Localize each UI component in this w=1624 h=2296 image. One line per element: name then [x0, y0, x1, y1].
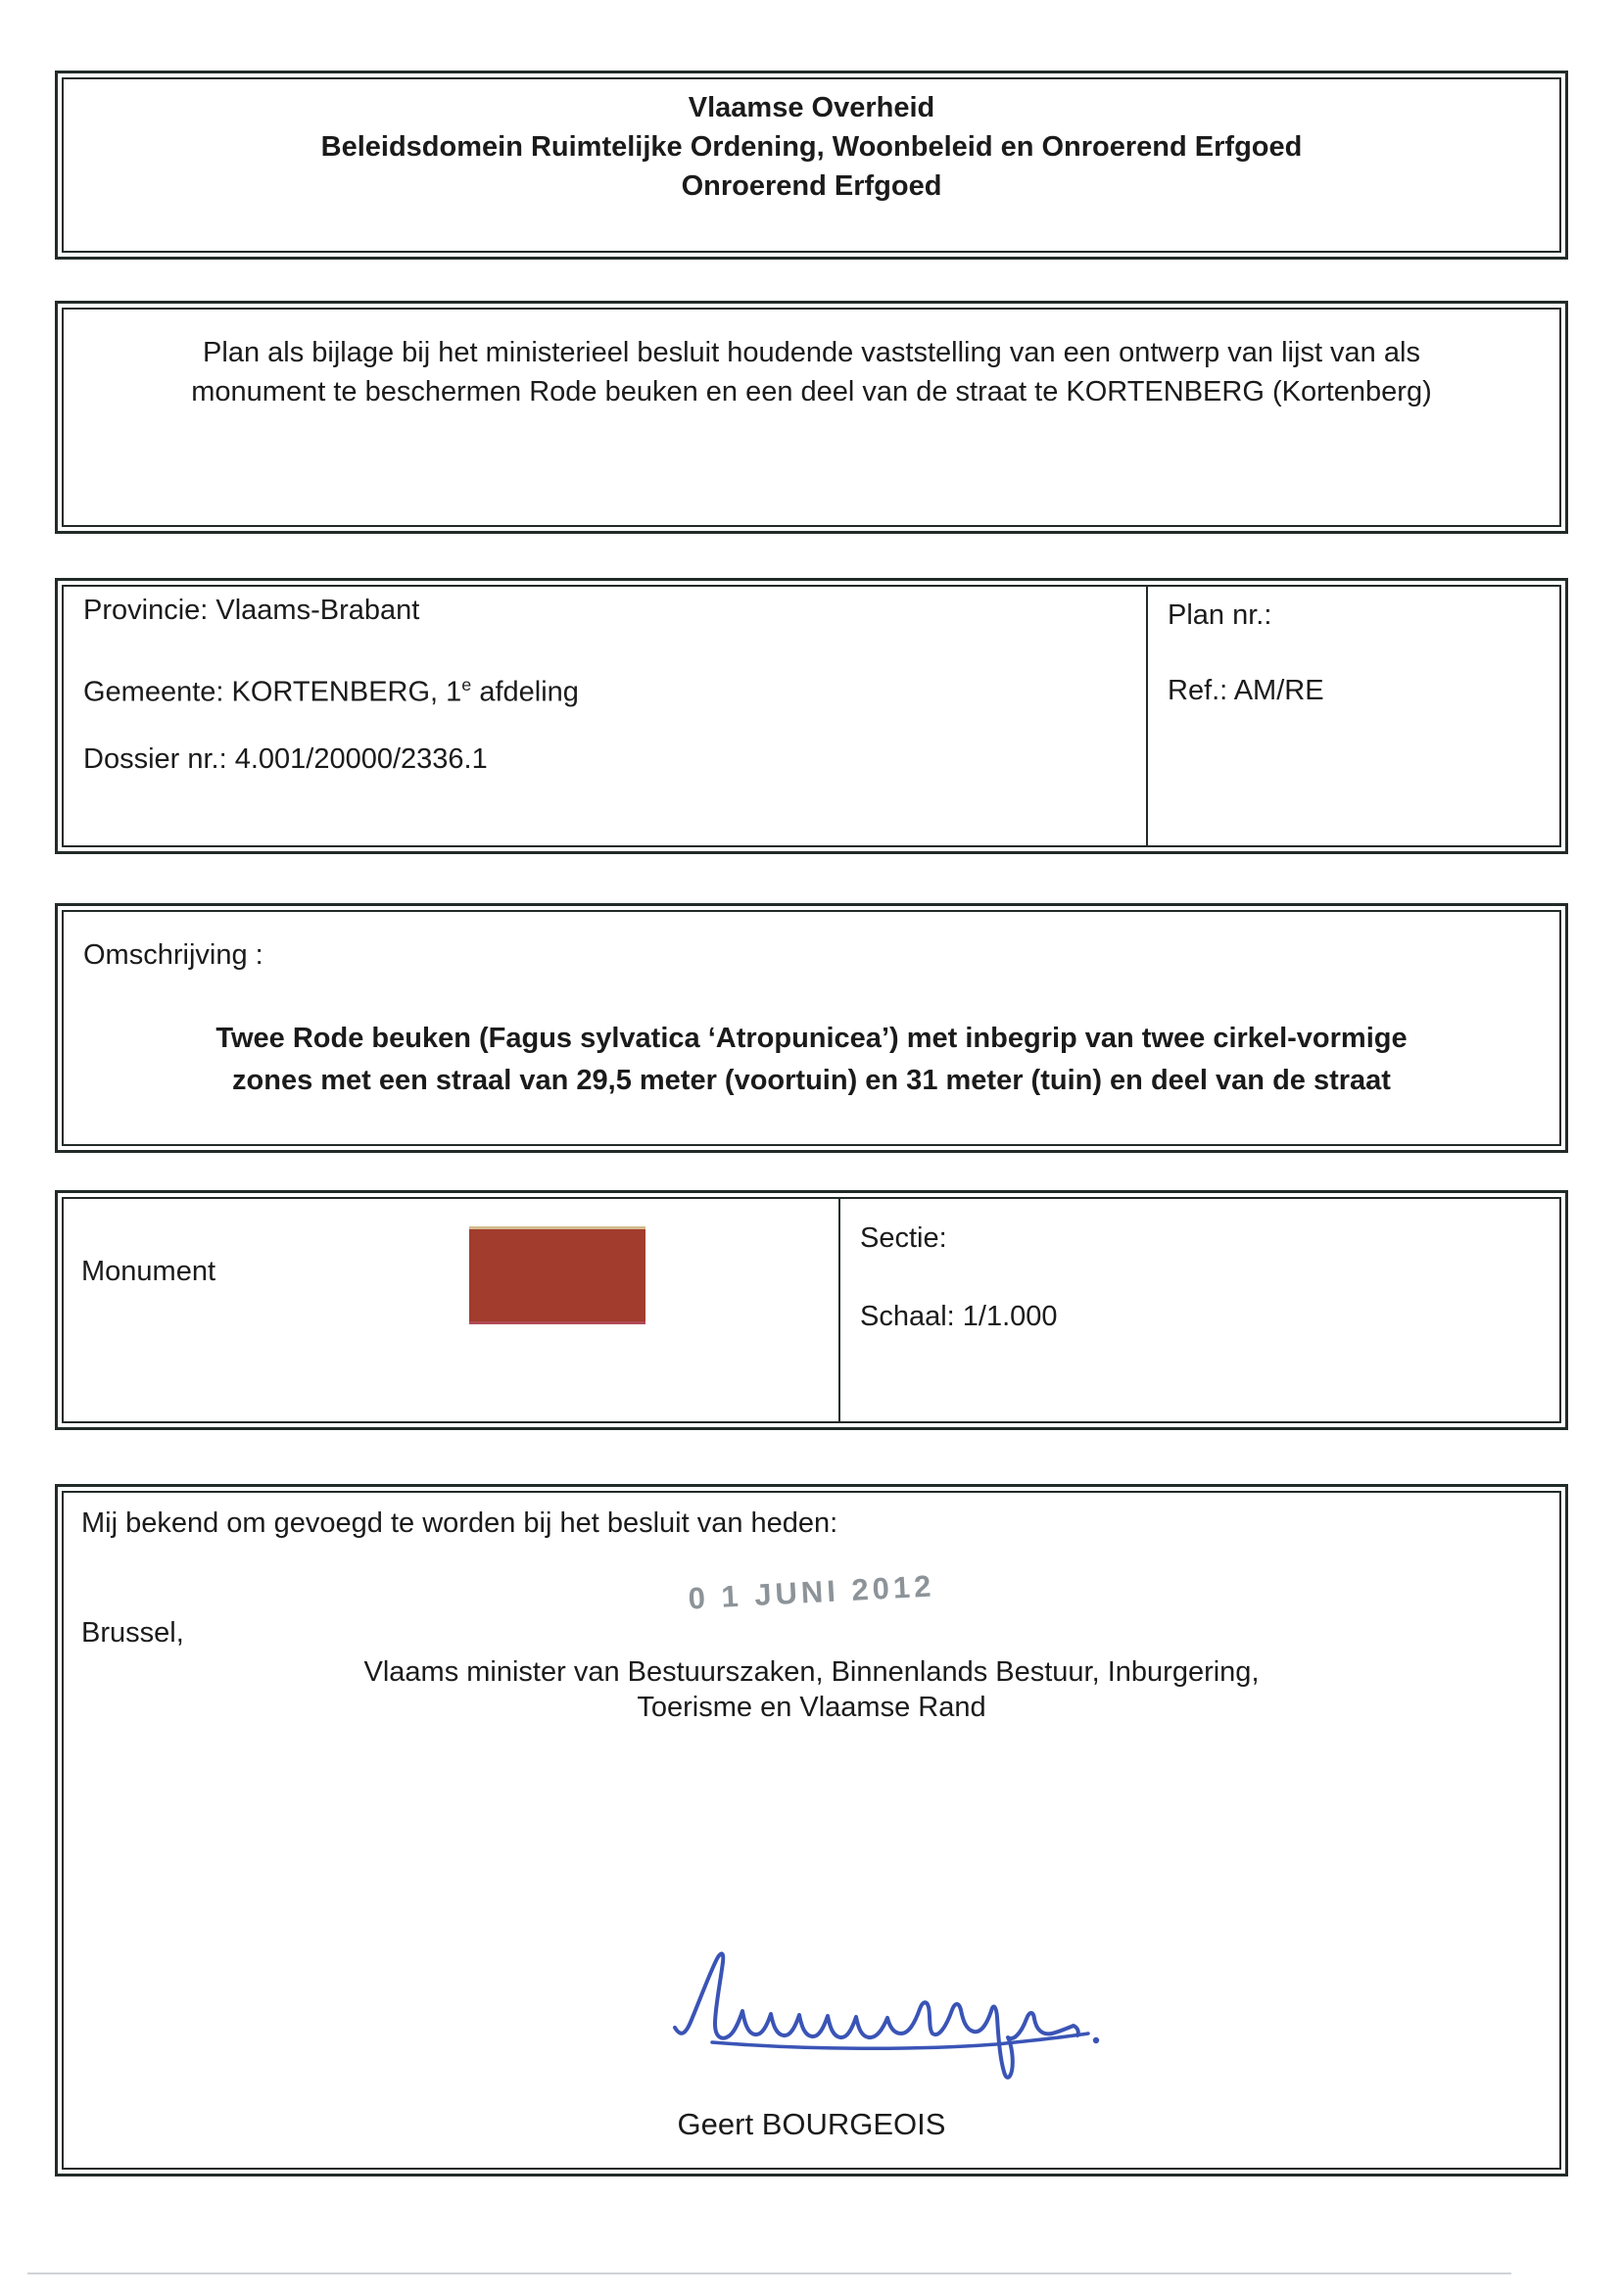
- minister-title-line-1: Vlaams minister van Bestuurszaken, Binnenlands Bestuur, Inburgering,: [363, 1656, 1260, 1688]
- omschrijving-box-inner: [62, 910, 1561, 1146]
- plan-note-line-2: monument te beschermen Rode beuken en een deel van de straat te KORTENBERG (Kortenberg): [191, 376, 1432, 407]
- minister-title-line-2: Toerisme en Vlaamse Rand: [637, 1692, 986, 1723]
- sectie-label: Sectie:: [860, 1222, 947, 1254]
- monument-color-swatch: [469, 1226, 645, 1324]
- legend-column-divider: [838, 1199, 840, 1421]
- plan-note-box: [55, 301, 1568, 534]
- details-box-inner: [62, 585, 1561, 847]
- monument-label: Monument: [81, 1256, 216, 1287]
- signoff-box-inner: [62, 1491, 1561, 2170]
- signature-underline: [712, 2033, 1088, 2048]
- signature-image: [661, 1951, 1112, 2084]
- plan-note-box-inner: [62, 308, 1561, 527]
- legend-box-inner: [62, 1197, 1561, 1423]
- gemeente-label: [83, 668, 579, 709]
- omschrijving-box: [55, 903, 1568, 1153]
- bottom-scan-line: [27, 2272, 1511, 2274]
- details-column-divider: [1146, 587, 1148, 845]
- omschrijving-text-line-2: zones met een straal van 29,5 meter (voortuin) en 31 meter (tuin) en deel van de straat: [232, 1065, 1391, 1096]
- legend-box: [55, 1190, 1568, 1430]
- gemeente-suffix: afdeling: [471, 676, 579, 708]
- dossier-label: Dossier nr.: 4.001/20000/2336.1: [83, 743, 488, 775]
- schaal-label: Schaal: 1/1.000: [860, 1301, 1058, 1332]
- gemeente-superscript: e: [461, 675, 472, 694]
- signoff-box: [55, 1484, 1568, 2176]
- gemeente-text: Gemeente: KORTENBERG, 1: [83, 676, 462, 708]
- header-line-2: Beleidsdomein Ruimtelijke Ordening, Woonbeleid en Onroerend Erfgoed: [320, 131, 1303, 163]
- signature-dot: [1093, 2037, 1099, 2043]
- plan-note-line-1: Plan als bijlage bij het ministerieel besluit houdende vaststelling van een ontwerp van lijst van als: [203, 337, 1420, 368]
- omschrijving-label: Omschrijving :: [83, 939, 263, 971]
- details-box: [55, 578, 1568, 854]
- header-box: [55, 71, 1568, 260]
- provincie-label: Provincie: Vlaams-Brabant: [83, 595, 420, 626]
- omschrijving-text-line-1: Twee Rode beuken (Fagus sylvatica ‘Atropunicea’) met inbegrip van twee cirkel-vormige: [215, 1023, 1408, 1054]
- city-label: Brussel,: [81, 1617, 184, 1649]
- signature-stroke: [675, 1954, 1078, 2078]
- date-stamp: 0 1 JUNI 2012: [687, 1568, 936, 1616]
- header-box-inner: [62, 77, 1561, 253]
- known-statement: Mij bekend om gevoegd te worden bij het besluit van heden:: [81, 1507, 838, 1539]
- plan-nr-label: Plan nr.:: [1168, 599, 1272, 631]
- ref-label: Ref.: AM/RE: [1168, 675, 1324, 706]
- header-line-3: Onroerend Erfgoed: [681, 170, 942, 202]
- signer-name: Geert BOURGEOIS: [677, 2107, 946, 2141]
- header-line-1: Vlaamse Overheid: [688, 92, 935, 123]
